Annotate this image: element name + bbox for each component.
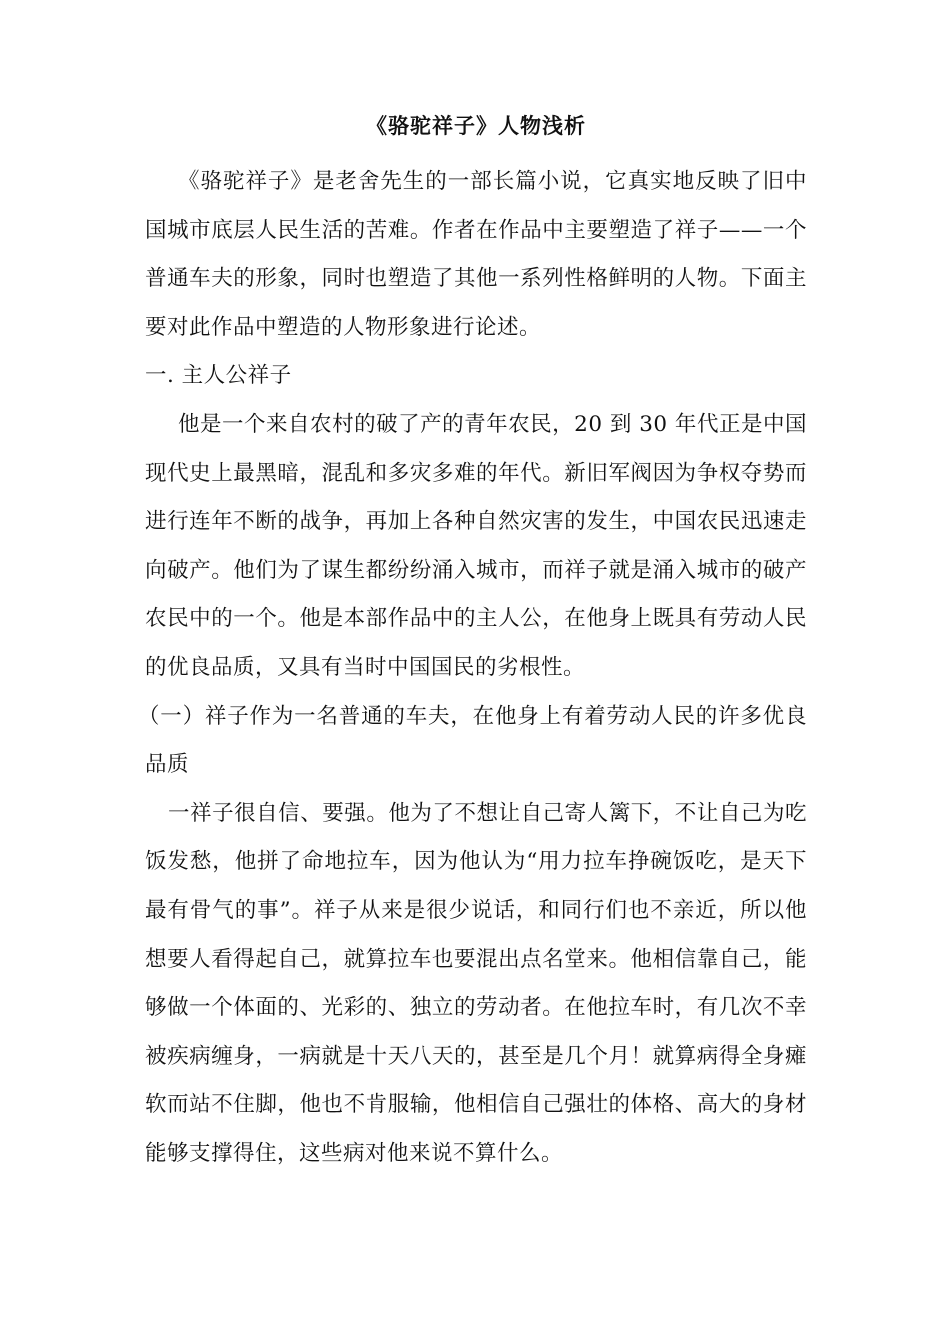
subsection-heading-virtues: （一）祥子作为一名普通的车夫，在他身上有着劳动人民的许多优良品质 xyxy=(138,703,807,778)
document-title: 《骆驼祥子》人物浅析 xyxy=(366,113,586,138)
section-heading-protagonist: 一. 主人公祥子 xyxy=(145,363,292,389)
document-page xyxy=(138,110,807,1178)
subsection-paragraph-confidence: 一祥子很自信、要强。他为了不想让自己寄人篱下，不让自己为吃饭发愁，他拼了命地拉车，因为他认为“用力拉车挣碗饭吃，是天下最有骨气的事”。祥子从来是很少说话，和同行们也不亲近，所以他想要人看得起自己，就算拉车也要混出点名堂来。他相信靠自己，能够做一个体面的、光彩的、独立的劳动者。在他拉车时，有几次不幸被疾病缠身，一病就是十天八天的，甚至是几个月！就算病得全身瘫软而站不住脚，他也不肯服输，他相信自己强壮的体格、高大的身材能够支撑得住，这些病对他来说不算什么。 xyxy=(145,800,807,1166)
intro-paragraph: 《骆驼祥子》是老舍先生的一部长篇小说，它真实地反映了旧中国城市底层人民生活的苦难。作者在作品中主要塑造了祥子——一个普通车夫的形象，同时也塑造了其他一系列性格鲜明的人物。下面主要对此作品中塑造的人物形象进行论述。 xyxy=(145,169,807,340)
section-paragraph-background: 他是一个来自农村的破了产的青年农民，20 到 30 年代正是中国现代史上最黑暗，混乱和多灾多难的年代。新旧军阀因为争权夺势而进行连年不断的战争，再加上各种自然灾害的发生，中国农民迅速走向破产。他们为了谋生都纷纷涌入城市，而祥子就是涌入城市的破产农民中的一个。他是本部作品中的主人公，在他身上既具有劳动人民的优良品质，又具有当时中国国民的劣根性。 xyxy=(145,411,807,680)
